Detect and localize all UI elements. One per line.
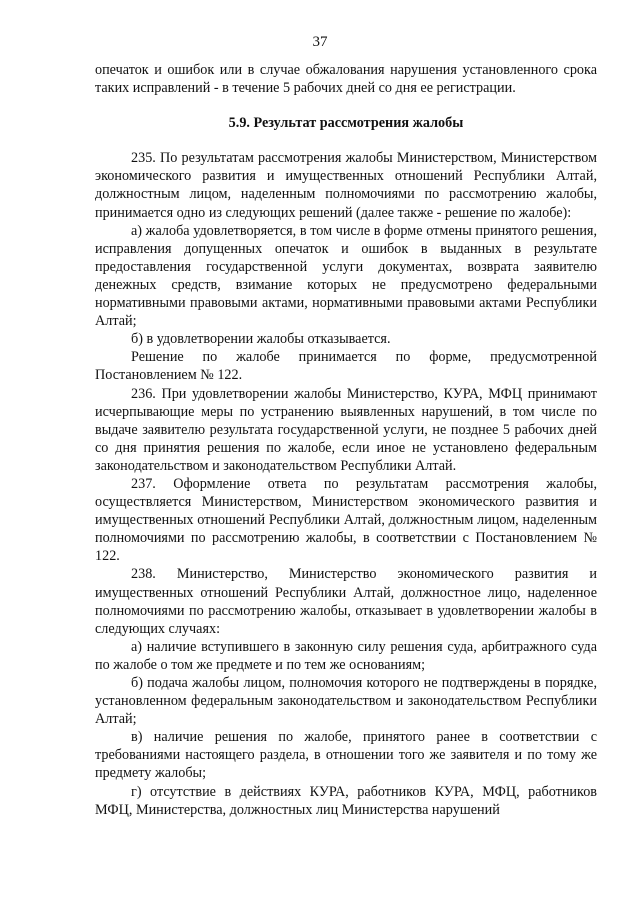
paragraph-238: 238. Министерство, Министерство экономического развития и имущественных отношений Республики Алтай, должностное лицо, наделенное полномочиями по рассмотрению жалобы, отказывает в удовлетворении жалобы в следующих случаях: (95, 566, 597, 637)
paragraph-236: 236. При удовлетворении жалобы Министерство, КУРА, МФЦ принимают исчерпывающие меры по устранению выявленных нарушений, в том числе по выдаче заявителю результата государственной услуги, не позднее 5 рабочих дней со дня принятия решения по жалобе, если иное не установлено федеральным законодательством и законодательством Республики Алтай. (95, 385, 597, 474)
paragraph-237: 237. Оформление ответа по результатам рассмотрения жалобы, осуществляется Министерством, Министерством экономического развития и имущественных отношений Республики Алтай, должностным лицом, наделенным полномочиями по рассмотрению жалобы, в соответствии с Постановлением № 122. (95, 475, 597, 565)
section-heading: 5.9. Результат рассмотрения жалобы (228, 115, 464, 132)
list-item-238-a: а) наличие вступившего в законную силу решения суда, арбитражного суда по жалобе о том же предмете и по тем же основаниям; (95, 638, 597, 673)
list-item-238-g: г) отсутствие в действиях КУРА, работников КУРА, МФЦ, работников МФЦ, Министерства, должностных лиц Министерства нарушений (95, 783, 597, 818)
page-number: 37 (312, 34, 328, 50)
list-item-b: б) в удовлетворении жалобы отказывается. (131, 331, 391, 348)
document-body (95, 61, 597, 819)
intro-paragraph: опечаток и ошибок или в случае обжалования нарушения установленного срока таких исправлений - в течение 5 рабочих дней со дня ее регистрации. (95, 62, 597, 97)
paragraph-235: 235. По результатам рассмотрения жалобы Министерством, Министерством экономического развития и имущественных отношений Республики Алтай, должностным лицом, наделенным полномочиями по рассмотрению жалобы, принимается одно из следующих решений (далее также - решение по жалобе): (95, 150, 597, 221)
list-item-238-b: б) подача жалобы лицом, полномочия которого не подтверждены в порядке, установленном федеральным законодательством и законодательством Республики Алтай; (95, 675, 597, 728)
paragraph-decision-form: Решение по жалобе принимается по форме, предусмотренной Постановлением № 122. (95, 349, 597, 384)
list-item-a: а) жалоба удовлетворяется, в том числе в форме отмены принятого решения, исправления допущенных опечаток и ошибок в выданных в результате предоставления государственной услуги документах, возврата заявителю денежных средств, взимание которых не предусмотрено федеральными нормативными правовыми актами, нормативными правовыми актами Республики Алтай; (95, 222, 597, 330)
list-item-238-v: в) наличие решения по жалобе, принятого ранее в соответствии с требованиями настоящего раздела, в отношении того же заявителя и по тому же предмету жалобы; (95, 729, 597, 782)
